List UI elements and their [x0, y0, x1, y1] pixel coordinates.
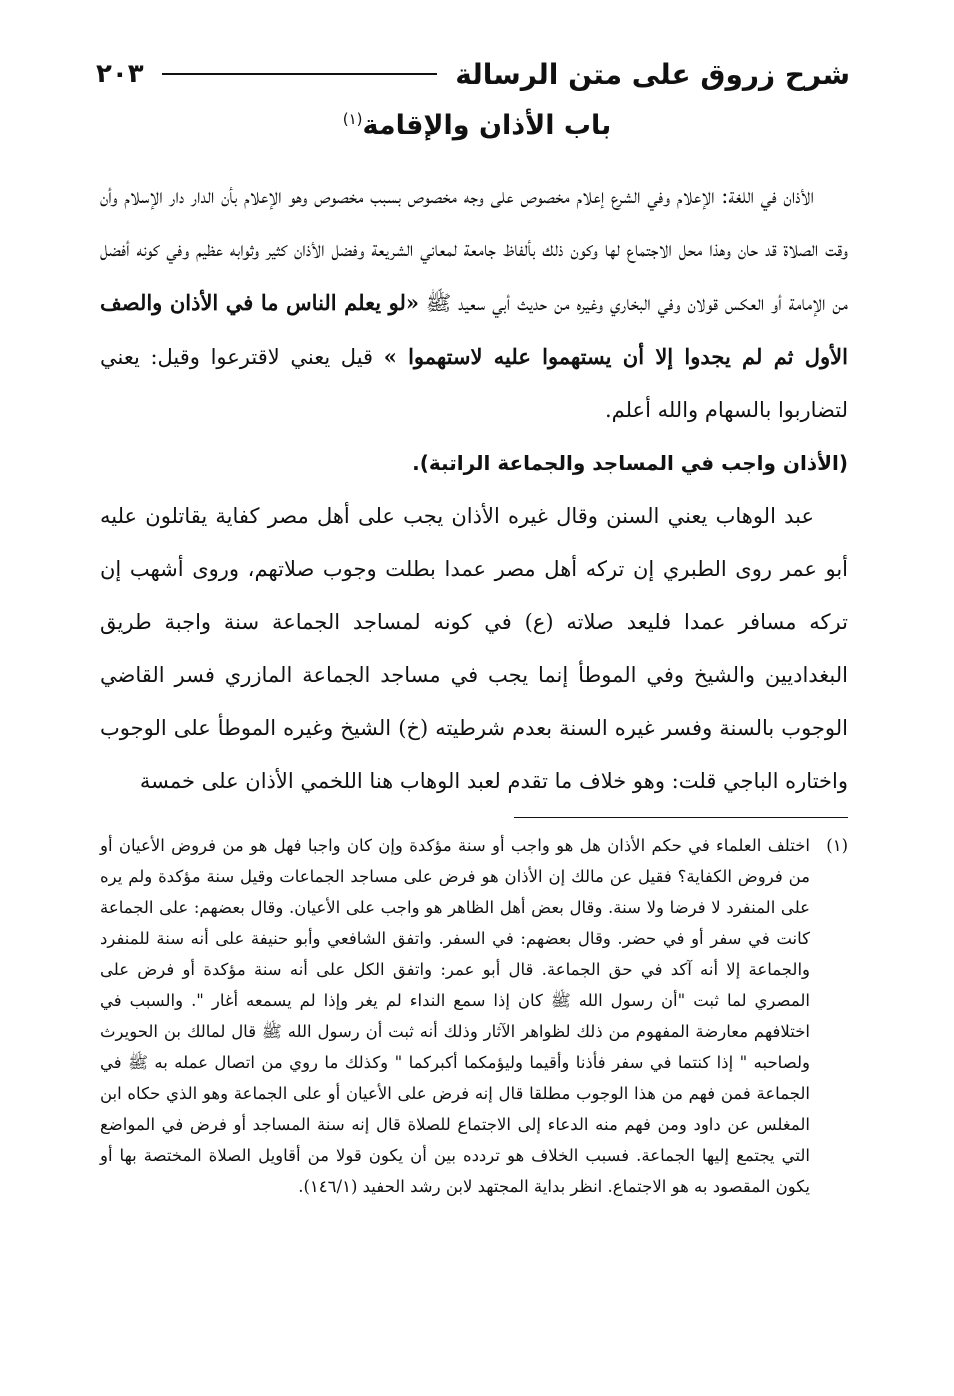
- paragraph-intro-text: الأذان في اللغة: الإعلام وفي الشرع إعلام مخصوص على وجه مخصوص بسبب مخصوص وهو الإعلام بأن الدار دار الإسلام وأن وقت الصلاة قد حان وهذا محل الاجتماع لها وكون ذلك بألفاظ جامعة لمعاني الشريعة وفضل الأذان كثير وثوابه عظيم وفي كونه أفضل من الإمامة أو العكس قولان وفي البخاري وغيره من حديث أبي سعيد ﷺ: [100, 184, 848, 315]
- footnote-item: [100, 830, 848, 1202]
- paragraph-intro: [100, 170, 848, 437]
- paragraph-commentary: عبد الوهاب يعني السنن وقال غيره الأذان يجب على أهل مصر كفاية يقاتلون عليه أبو عمر روى الطبري إن تركه أهل مصر عمدا بطلت وجوب صلاتهم، وروى أشهب إن تركه مسافر عمدا فليعد صلاته (ع) في كونه لمساجد الجماعة سنة واجبة طريق البغداديين والشيخ وفي الموطأ إنما يجب في مساجد الجماعة المازري فسر القاضي الوجوب بالسنة وفسر غيره السنة بعدم شرطيته (خ) الشيخ وغيره الموطأ على الوجوب واختاره الباجي قلت: وهو خلاف ما تقدم لعبد الوهاب هنا اللخمي الأذان على خمسة: [100, 504, 848, 793]
- chapter-title: [0, 110, 954, 141]
- chapter-footnote-marker: (١): [342, 110, 363, 128]
- footnote-separator: [514, 817, 848, 818]
- page-number: ٢٠٣: [96, 59, 144, 89]
- matn-subheading-line: [100, 437, 848, 490]
- running-header: [96, 52, 850, 96]
- hadith-quote: «لو يعلم الناس ما في الأذان والصف الأول ثم لم يجدوا إلا أن يستهموا عليه لاستهموا »: [100, 290, 848, 369]
- header-rule: [162, 73, 438, 75]
- footnotes: [100, 830, 848, 1202]
- matn-subheading: (الأذان واجب في المساجد والجماعة الراتبة).: [412, 451, 848, 475]
- footnote-number: (١): [826, 836, 848, 855]
- running-title: شرح زروق على متن الرسالة: [455, 57, 850, 91]
- chapter-title-text: باب الأذان والإقامة: [362, 110, 612, 141]
- footnote-text: اختلف العلماء في حكم الأذان هل هو واجب أو سنة مؤكدة وإن كان واجبا فهل هو من فروض الأعيان أو من فروض الكفاية؟ فقيل عن مالك إن الأذان هو فرض على مساجد الجماعات وقيل سنة مؤكدة ولم يره على المنفرد لا فرضا ولا سنة. وقال بعض أهل الظاهر هو واجب على الأعيان. وقال بعضهم: على الجماعة كانت في سفر أو في حضر. وقال بعضهم: في السفر. واتفق الشافعي وأبو حنيفة على أنه سنة للمنفرد والجماعة إلا أنه آكد في حق الجماعة. قال أبو عمر: واتفق الكل على أنه سنة مؤكدة أو فرض على المصري لما ثبت "أن رسول الله ﷺ كان إذا سمع النداء لم يغر وإذا لم يسمعه أغار ". والسبب في اختلافهم معارضة المفهوم من ذلك لظواهر الآثار وذلك أنه ثبت أن رسول الله ﷺ قال لمالك بن الحويرث ولصاحبه " إذا كنتما في سفر فأذنا وأقيما وليؤمكما أكبركما " وكذلك ما روي من اتصال عمله به ﷺ في الجماعة فمن فهم من هذا الوجوب مطلقا قال إنه فرض على الأعيان أو على الجماعة وهو الذي حكاه ابن المغلس عن داود ومن فهم منه الدعاء إلى الاجتماع للصلاة قال إنه سنة المساجد أو فرض في المواضع التي يجتمع إليها الجماعة. فسبب الخلاف هو تردده بين أن يكون قولا من أقاويل الصلاة المختصة بها أو يكون المقصود به هو الاجتماع. انظر بداية المجتهد لابن رشد الحفيد (١٤٦/١).: [100, 836, 810, 1196]
- body-text: [100, 170, 848, 808]
- paragraph-intro-end: قيل يعني لاقترعوا وقيل: يعني لتضاربوا بالسهام والله أعلم.: [100, 345, 848, 422]
